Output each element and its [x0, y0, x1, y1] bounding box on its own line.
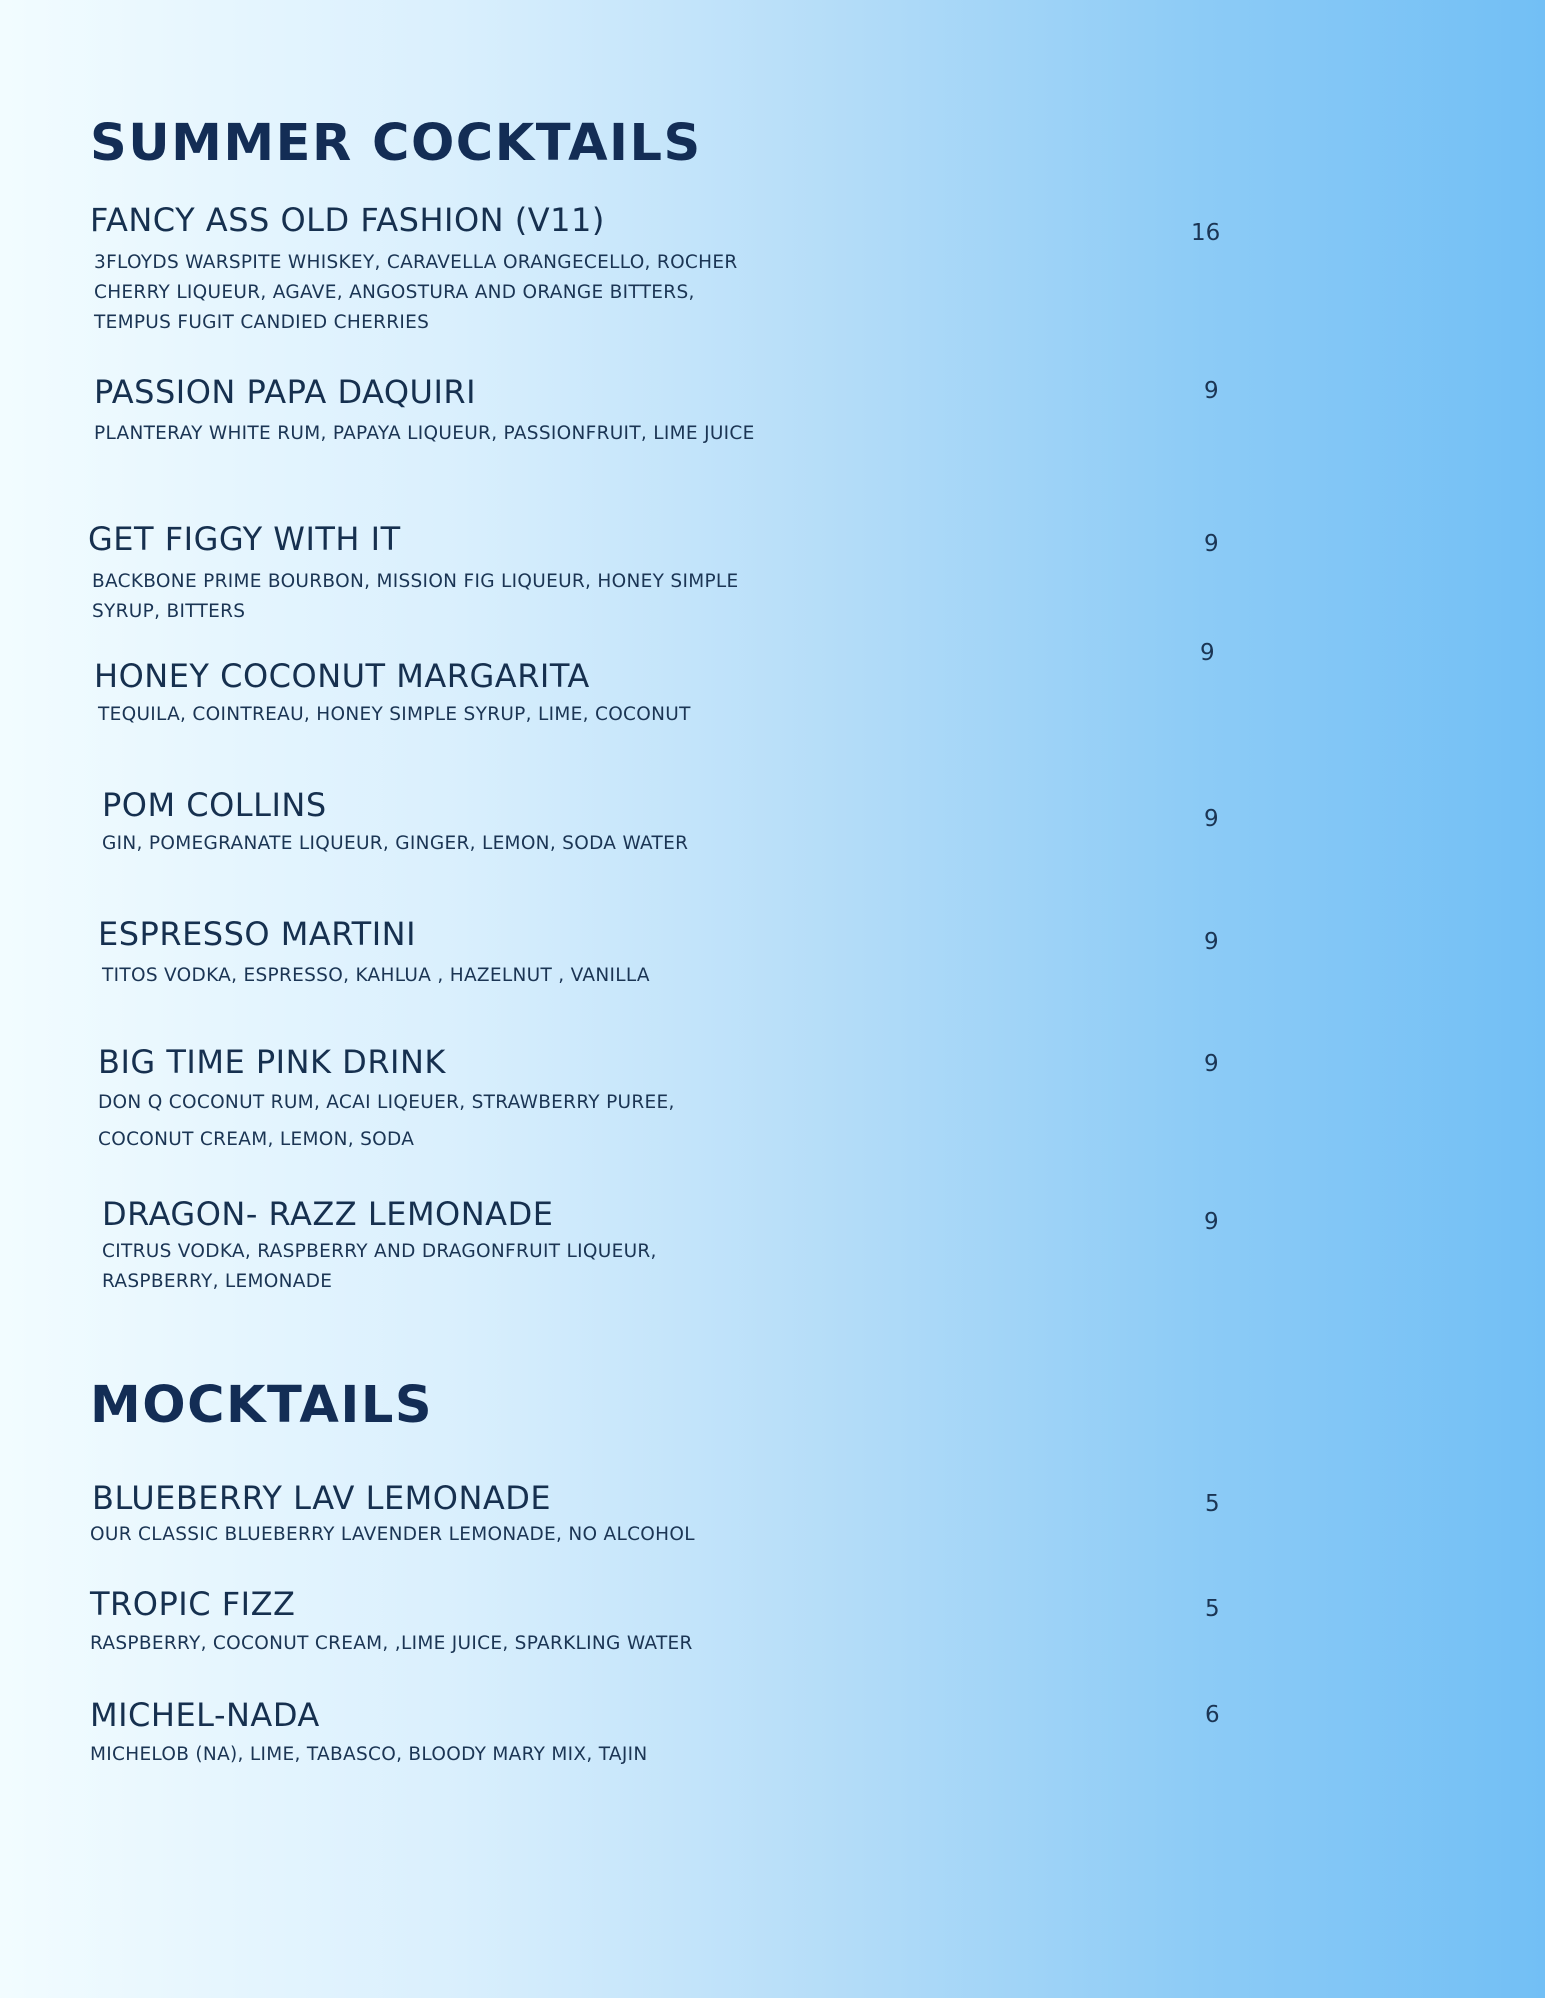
item-description: TEQUILA, COINTREAU, HONEY SIMPLE SYRUP, LIME, COCONUT: [98, 704, 691, 725]
item-price: 9: [1204, 531, 1219, 557]
item-description: BACKBONE PRIME BOURBON, MISSION FIG LIQUEUR, HONEY SIMPLE SYRUP, BITTERS: [92, 571, 739, 622]
item-name: DRAGON- RAZZ LEMONADE: [102, 1195, 554, 1233]
item-description: CITRUS VODKA, RASPBERRY AND DRAGONFRUIT LIQUEUR, RASPBERRY, LEMONADE: [102, 1241, 657, 1292]
item-price: 9: [1204, 806, 1219, 832]
item-name: MICHEL-NADA: [90, 1696, 320, 1734]
item-name: POM COLLINS: [102, 786, 327, 824]
item-description: GIN, POMEGRANATE LIQUEUR, GINGER, LEMON, SODA WATER: [102, 833, 689, 854]
item-price: 9: [1200, 640, 1215, 666]
item-name: BIG TIME PINK DRINK: [98, 1043, 446, 1081]
item-description: OUR CLASSIC BLUEBERRY LAVENDER LEMONADE, NO ALCOHOL: [90, 1524, 695, 1545]
item-price: 9: [1204, 1051, 1219, 1077]
item-name: ESPRESSO MARTINI: [98, 915, 417, 953]
item-price: 9: [1204, 378, 1219, 404]
item-name: HONEY COCONUT MARGARITA: [94, 657, 590, 695]
item-price: 16: [1191, 220, 1221, 246]
item-price: 9: [1204, 929, 1219, 955]
item-price: 5: [1205, 1596, 1220, 1622]
item-name: TROPIC FIZZ: [90, 1585, 296, 1623]
section-title-mocktails: MOCKTAILS: [90, 1376, 434, 1435]
item-name: BLUEBERRY LAV LEMONADE: [92, 1479, 552, 1517]
section-title-summer-cocktails: SUMMER COCKTAILS: [90, 114, 702, 173]
item-name: GET FIGGY WITH IT: [88, 520, 401, 558]
item-name: PASSION PAPA DAQUIRI: [94, 373, 477, 411]
item-description: RASPBERRY, COCONUT CREAM, ,LIME JUICE, SPARKLING WATER: [90, 1633, 693, 1654]
item-name: FANCY ASS OLD FASHION (V11): [90, 201, 605, 239]
item-description: 3FLOYDS WARSPITE WHISKEY, CARAVELLA ORANGECELLO, ROCHER CHERRY LIQUEUR, AGAVE, ANGOSTURA AND ORANGE BITTERS, TEMPUS FUGIT CANDIED CHERRIES: [94, 252, 738, 333]
item-description: PLANTERAY WHITE RUM, PAPAYA LIQUEUR, PASSIONFRUIT, LIME JUICE: [94, 423, 755, 444]
item-description: MICHELOB (NA), LIME, TABASCO, BLOODY MARY MIX, TAJIN: [90, 1744, 648, 1765]
item-description: TITOS VODKA, ESPRESSO, KAHLUA , HAZELNUT , VANILLA: [102, 965, 650, 986]
item-price: 6: [1205, 1702, 1220, 1728]
item-price: 5: [1205, 1491, 1220, 1517]
item-description: DON Q COCONUT RUM, ACAI LIQEUER, STRAWBERRY PUREE, COCONUT CREAM, LEMON, SODA: [98, 1092, 675, 1150]
item-price: 9: [1204, 1209, 1219, 1235]
